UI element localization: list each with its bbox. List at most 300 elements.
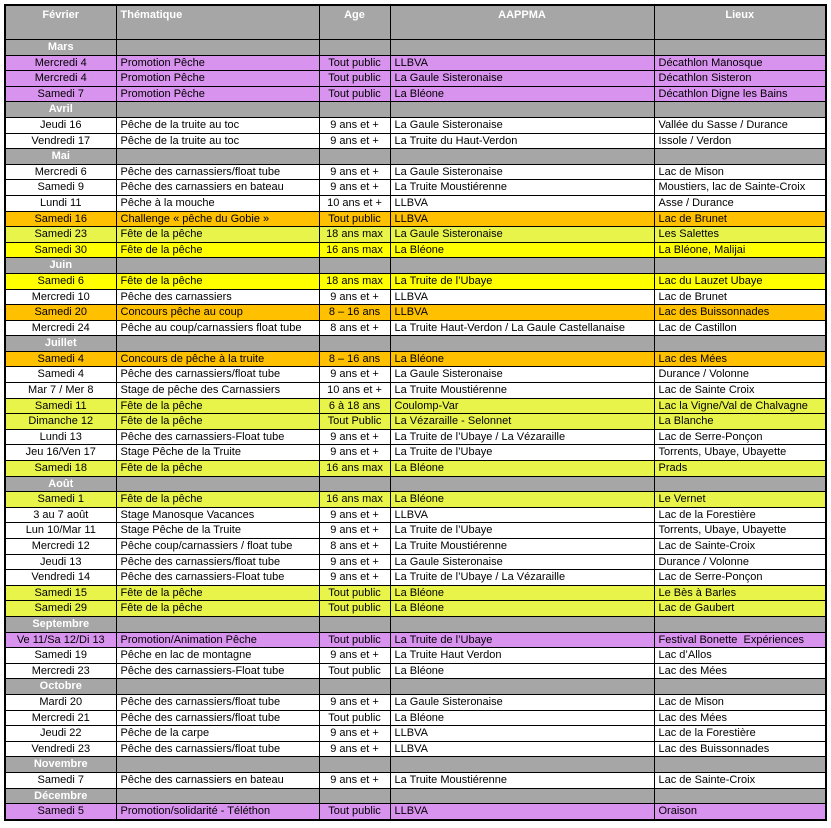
month-row <box>5 336 826 352</box>
age-cell: 9 ans et + <box>319 694 390 710</box>
month-empty-cell <box>390 258 654 274</box>
month-label: Octobre <box>5 679 116 695</box>
month-row <box>5 258 826 274</box>
aappma-cell: La Bléone <box>390 242 654 258</box>
lieu-cell: Lac des Mées <box>654 663 826 679</box>
aappma-cell: La Truite de l’Ubaye <box>390 273 654 289</box>
lieu-cell: Lac de Brunet <box>654 211 826 227</box>
date-cell: Jeudi 16 <box>5 117 116 133</box>
column-header-1: Thématique <box>116 5 319 40</box>
month-empty-cell <box>390 149 654 165</box>
aappma-cell: La Truite du Haut-Verdon <box>390 133 654 149</box>
month-label: Mai <box>5 149 116 165</box>
date-cell: Samedi 15 <box>5 585 116 601</box>
date-cell: Mercredi 23 <box>5 663 116 679</box>
aappma-cell: La Truite de l’Ubaye / La Vézaraille <box>390 570 654 586</box>
lieu-cell: Les Salettes <box>654 227 826 243</box>
date-cell: Samedi 7 <box>5 86 116 102</box>
event-row <box>5 367 826 383</box>
event-row <box>5 195 826 211</box>
age-cell: 8 ans et + <box>319 320 390 336</box>
date-cell: Jeudi 22 <box>5 726 116 742</box>
age-cell: 9 ans et + <box>319 164 390 180</box>
month-empty-cell <box>116 258 319 274</box>
month-label: Novembre <box>5 757 116 773</box>
theme-cell: Pêche des carnassiers en bateau <box>116 772 319 788</box>
month-empty-cell <box>116 40 319 56</box>
date-cell: Mercredi 6 <box>5 164 116 180</box>
month-empty-cell <box>654 757 826 773</box>
event-row <box>5 55 826 71</box>
month-empty-cell <box>654 788 826 804</box>
theme-cell: Pêche de la truite au toc <box>116 133 319 149</box>
month-label: Décembre <box>5 788 116 804</box>
aappma-cell: LLBVA <box>390 305 654 321</box>
age-cell: Tout public <box>319 804 390 820</box>
age-cell: 8 – 16 ans <box>319 305 390 321</box>
event-row <box>5 320 826 336</box>
aappma-cell: La Truite de l’Ubaye <box>390 445 654 461</box>
theme-cell: Pêche en lac de montagne <box>116 648 319 664</box>
event-row <box>5 180 826 196</box>
month-row <box>5 757 826 773</box>
lieu-cell: Décathlon Manosque <box>654 55 826 71</box>
events-schedule-sheet <box>4 4 827 821</box>
theme-cell: Fête de la pêche <box>116 273 319 289</box>
lieu-cell: Issole / Verdon <box>654 133 826 149</box>
event-row <box>5 726 826 742</box>
age-cell: 16 ans max <box>319 242 390 258</box>
date-cell: Samedi 6 <box>5 273 116 289</box>
aappma-cell: La Truite Moustiérenne <box>390 383 654 399</box>
month-empty-cell <box>654 102 826 118</box>
age-cell: 9 ans et + <box>319 445 390 461</box>
age-cell: 8 – 16 ans <box>319 351 390 367</box>
month-empty-cell <box>654 679 826 695</box>
aappma-cell: La Truite de l’Ubaye <box>390 523 654 539</box>
month-empty-cell <box>319 476 390 492</box>
aappma-cell: La Truite Moustiérenne <box>390 180 654 196</box>
aappma-cell: LLBVA <box>390 211 654 227</box>
lieu-cell: Vallée du Sasse / Durance <box>654 117 826 133</box>
theme-cell: Stage de pêche des Carnassiers <box>116 383 319 399</box>
age-cell: 9 ans et + <box>319 117 390 133</box>
event-row <box>5 71 826 87</box>
theme-cell: Pêche des carnassiers/float tube <box>116 710 319 726</box>
month-empty-cell <box>319 149 390 165</box>
theme-cell: Pêche de la truite au toc <box>116 117 319 133</box>
age-cell: 9 ans et + <box>319 367 390 383</box>
aappma-cell: La Gaule Sisteronaise <box>390 227 654 243</box>
age-cell: 9 ans et + <box>319 741 390 757</box>
theme-cell: Fête de la pêche <box>116 585 319 601</box>
date-cell: Dimanche 12 <box>5 414 116 430</box>
date-cell: Lundi 11 <box>5 195 116 211</box>
date-cell: Samedi 7 <box>5 772 116 788</box>
event-row <box>5 227 826 243</box>
theme-cell: Promotion/solidarité - Téléthon <box>116 804 319 820</box>
lieu-cell: Moustiers, lac de Sainte-Croix <box>654 180 826 196</box>
theme-cell: Stage Pêche de la Truite <box>116 445 319 461</box>
aappma-cell: La Bléone <box>390 351 654 367</box>
theme-cell: Concours pêche au coup <box>116 305 319 321</box>
aappma-cell: La Vézaraille - Selonnet <box>390 414 654 430</box>
date-cell: Samedi 18 <box>5 461 116 477</box>
lieu-cell: Lac de Gaubert <box>654 601 826 617</box>
date-cell: Vendredi 17 <box>5 133 116 149</box>
month-empty-cell <box>654 616 826 632</box>
event-row <box>5 383 826 399</box>
month-empty-cell <box>319 336 390 352</box>
lieu-cell: Lac des Buissonnades <box>654 305 826 321</box>
theme-cell: Pêche des carnassiers en bateau <box>116 180 319 196</box>
lieu-cell: Lac des Mées <box>654 351 826 367</box>
month-empty-cell <box>116 757 319 773</box>
month-empty-cell <box>319 258 390 274</box>
lieu-cell: Durance / Volonne <box>654 367 826 383</box>
aappma-cell: La Gaule Sisteronaise <box>390 71 654 87</box>
event-row <box>5 117 826 133</box>
age-cell: 9 ans et + <box>319 772 390 788</box>
month-empty-cell <box>116 336 319 352</box>
month-empty-cell <box>390 616 654 632</box>
aappma-cell: LLBVA <box>390 804 654 820</box>
age-cell: 6 à 18 ans <box>319 398 390 414</box>
month-empty-cell <box>116 679 319 695</box>
month-empty-cell <box>319 102 390 118</box>
age-cell: 10 ans et + <box>319 383 390 399</box>
lieu-cell: Lac de Mison <box>654 694 826 710</box>
lieu-cell: Lac de Sainte Croix <box>654 383 826 399</box>
event-row <box>5 601 826 617</box>
month-empty-cell <box>116 476 319 492</box>
month-row <box>5 149 826 165</box>
date-cell: Mercredi 10 <box>5 289 116 305</box>
date-cell: Vendredi 14 <box>5 570 116 586</box>
theme-cell: Pêche coup/carnassiers / float tube <box>116 539 319 555</box>
age-cell: 9 ans et + <box>319 429 390 445</box>
age-cell: Tout public <box>319 211 390 227</box>
date-cell: Samedi 29 <box>5 601 116 617</box>
month-empty-cell <box>116 149 319 165</box>
month-label: Mars <box>5 40 116 56</box>
event-row <box>5 523 826 539</box>
lieu-cell: Le Bès à Barles <box>654 585 826 601</box>
date-cell: Samedi 4 <box>5 367 116 383</box>
aappma-cell: La Truite de l’Ubaye / La Vézaraille <box>390 429 654 445</box>
age-cell: Tout public <box>319 71 390 87</box>
theme-cell: Promotion Pêche <box>116 86 319 102</box>
age-cell: 8 ans et + <box>319 539 390 555</box>
age-cell: Tout public <box>319 601 390 617</box>
date-cell: Vendredi 23 <box>5 741 116 757</box>
event-row <box>5 554 826 570</box>
date-cell: Lundi 13 <box>5 429 116 445</box>
lieu-cell: Festival Bonette Expériences <box>654 632 826 648</box>
date-cell: Mercredi 12 <box>5 539 116 555</box>
age-cell: 16 ans max <box>319 492 390 508</box>
aappma-cell: La Bléone <box>390 710 654 726</box>
theme-cell: Stage Manosque Vacances <box>116 507 319 523</box>
age-cell: 18 ans max <box>319 227 390 243</box>
age-cell: Tout public <box>319 585 390 601</box>
month-empty-cell <box>654 258 826 274</box>
event-row <box>5 351 826 367</box>
lieu-cell: Lac de Castillon <box>654 320 826 336</box>
aappma-cell: La Bléone <box>390 663 654 679</box>
age-cell: 10 ans et + <box>319 195 390 211</box>
date-cell: Mardi 20 <box>5 694 116 710</box>
theme-cell: Pêche des carnassiers/float tube <box>116 741 319 757</box>
age-cell: 9 ans et + <box>319 289 390 305</box>
month-empty-cell <box>654 40 826 56</box>
lieu-cell: Lac de Sainte-Croix <box>654 772 826 788</box>
event-row <box>5 492 826 508</box>
lieu-cell: La Bléone, Malijai <box>654 242 826 258</box>
aappma-cell: La Bléone <box>390 461 654 477</box>
theme-cell: Pêche des carnassiers/float tube <box>116 554 319 570</box>
theme-cell: Concours de pêche à la truite <box>116 351 319 367</box>
lieu-cell: Torrents, Ubaye, Ubayette <box>654 523 826 539</box>
aappma-cell: LLBVA <box>390 55 654 71</box>
theme-cell: Pêche au coup/carnassiers float tube <box>116 320 319 336</box>
date-cell: Samedi 30 <box>5 242 116 258</box>
lieu-cell: Lac du Lauzet Ubaye <box>654 273 826 289</box>
event-row <box>5 772 826 788</box>
lieu-cell: Décathlon Digne les Bains <box>654 86 826 102</box>
month-empty-cell <box>390 476 654 492</box>
month-row <box>5 679 826 695</box>
theme-cell: Pêche des carnassiers-Float tube <box>116 663 319 679</box>
date-cell: Samedi 20 <box>5 305 116 321</box>
theme-cell: Promotion/Animation Pêche <box>116 632 319 648</box>
aappma-cell: La Truite Haut Verdon <box>390 648 654 664</box>
column-header-2: Age <box>319 5 390 40</box>
aappma-cell: La Truite de l’Ubaye <box>390 632 654 648</box>
event-row <box>5 663 826 679</box>
theme-cell: Challenge « pêche du Gobie » <box>116 211 319 227</box>
aappma-cell: LLBVA <box>390 195 654 211</box>
lieu-cell: Asse / Durance <box>654 195 826 211</box>
month-label: Juillet <box>5 336 116 352</box>
age-cell: 9 ans et + <box>319 554 390 570</box>
month-empty-cell <box>654 476 826 492</box>
month-label: Août <box>5 476 116 492</box>
column-header-3: AAPPMA <box>390 5 654 40</box>
event-row <box>5 632 826 648</box>
event-row <box>5 305 826 321</box>
event-row <box>5 429 826 445</box>
lieu-cell: Lac de Serre-Ponçon <box>654 429 826 445</box>
age-cell: 9 ans et + <box>319 726 390 742</box>
aappma-cell: La Gaule Sisteronaise <box>390 117 654 133</box>
lieu-cell: Prads <box>654 461 826 477</box>
age-cell: Tout public <box>319 710 390 726</box>
age-cell: 9 ans et + <box>319 570 390 586</box>
event-row <box>5 461 826 477</box>
event-row <box>5 273 826 289</box>
date-cell: Lun 10/Mar 11 <box>5 523 116 539</box>
aappma-cell: La Gaule Sisteronaise <box>390 554 654 570</box>
lieu-cell: Lac de Brunet <box>654 289 826 305</box>
event-row <box>5 242 826 258</box>
month-row <box>5 102 826 118</box>
month-empty-cell <box>390 336 654 352</box>
theme-cell: Promotion Pêche <box>116 71 319 87</box>
theme-cell: Fête de la pêche <box>116 242 319 258</box>
event-row <box>5 585 826 601</box>
month-empty-cell <box>116 616 319 632</box>
date-cell: Ve 11/Sa 12/Di 13 <box>5 632 116 648</box>
aappma-cell: La Truite Haut-Verdon / La Gaule Castellanaise <box>390 320 654 336</box>
header-row <box>5 5 826 40</box>
event-row <box>5 398 826 414</box>
date-cell: Mercredi 4 <box>5 71 116 87</box>
month-empty-cell <box>654 336 826 352</box>
age-cell: 9 ans et + <box>319 507 390 523</box>
date-cell: Samedi 11 <box>5 398 116 414</box>
date-cell: Samedi 4 <box>5 351 116 367</box>
lieu-cell: Lac de Serre-Ponçon <box>654 570 826 586</box>
month-empty-cell <box>390 757 654 773</box>
age-cell: Tout public <box>319 86 390 102</box>
age-cell: 18 ans max <box>319 273 390 289</box>
event-row <box>5 804 826 820</box>
aappma-cell: La Bléone <box>390 585 654 601</box>
month-empty-cell <box>319 40 390 56</box>
age-cell: 9 ans et + <box>319 180 390 196</box>
month-empty-cell <box>116 788 319 804</box>
age-cell: Tout public <box>319 632 390 648</box>
month-empty-cell <box>319 788 390 804</box>
month-label: Avril <box>5 102 116 118</box>
lieu-cell: Lac de Sainte-Croix <box>654 539 826 555</box>
aappma-cell: La Truite Moustiérenne <box>390 772 654 788</box>
date-cell: Samedi 23 <box>5 227 116 243</box>
month-empty-cell <box>319 616 390 632</box>
month-row <box>5 476 826 492</box>
column-header-4: Lieux <box>654 5 826 40</box>
event-row <box>5 414 826 430</box>
lieu-cell: Lac des Mées <box>654 710 826 726</box>
aappma-cell: La Bléone <box>390 492 654 508</box>
date-cell: Jeu 16/Ven 17 <box>5 445 116 461</box>
date-cell: Mar 7 / Mer 8 <box>5 383 116 399</box>
month-empty-cell <box>319 679 390 695</box>
lieu-cell: Torrents, Ubaye, Ubayette <box>654 445 826 461</box>
date-cell: Samedi 9 <box>5 180 116 196</box>
date-cell: 3 au 7 août <box>5 507 116 523</box>
aappma-cell: La Bléone <box>390 86 654 102</box>
event-row <box>5 710 826 726</box>
event-row <box>5 694 826 710</box>
date-cell: Jeudi 13 <box>5 554 116 570</box>
event-row <box>5 86 826 102</box>
lieu-cell: La Blanche <box>654 414 826 430</box>
lieu-cell: Lac des Buissonnades <box>654 741 826 757</box>
theme-cell: Pêche des carnassiers <box>116 289 319 305</box>
event-row <box>5 539 826 555</box>
date-cell: Samedi 19 <box>5 648 116 664</box>
event-row <box>5 133 826 149</box>
age-cell: 9 ans et + <box>319 523 390 539</box>
aappma-cell: LLBVA <box>390 289 654 305</box>
aappma-cell: La Bléone <box>390 601 654 617</box>
theme-cell: Pêche de la carpe <box>116 726 319 742</box>
theme-cell: Pêche des carnassiers-Float tube <box>116 429 319 445</box>
date-cell: Samedi 1 <box>5 492 116 508</box>
theme-cell: Fête de la pêche <box>116 414 319 430</box>
aappma-cell: La Gaule Sisteronaise <box>390 367 654 383</box>
lieu-cell: Le Vernet <box>654 492 826 508</box>
theme-cell: Fête de la pêche <box>116 227 319 243</box>
event-row <box>5 648 826 664</box>
month-empty-cell <box>654 149 826 165</box>
theme-cell: Fête de la pêche <box>116 492 319 508</box>
table-body <box>5 40 826 820</box>
theme-cell: Pêche des carnassiers-Float tube <box>116 570 319 586</box>
month-empty-cell <box>319 757 390 773</box>
event-row <box>5 164 826 180</box>
age-cell: Tout public <box>319 55 390 71</box>
month-row <box>5 40 826 56</box>
age-cell: Tout Public <box>319 414 390 430</box>
date-cell: Samedi 5 <box>5 804 116 820</box>
aappma-cell: La Gaule Sisteronaise <box>390 694 654 710</box>
event-row <box>5 741 826 757</box>
month-row <box>5 616 826 632</box>
month-label: Septembre <box>5 616 116 632</box>
month-empty-cell <box>390 679 654 695</box>
date-cell: Samedi 16 <box>5 211 116 227</box>
month-empty-cell <box>116 102 319 118</box>
event-row <box>5 289 826 305</box>
aappma-cell: LLBVA <box>390 741 654 757</box>
theme-cell: Fête de la pêche <box>116 461 319 477</box>
event-row <box>5 211 826 227</box>
aappma-cell: Coulomp-Var <box>390 398 654 414</box>
lieu-cell: Lac la Vigne/Val de Chalvagne <box>654 398 826 414</box>
date-cell: Mercredi 24 <box>5 320 116 336</box>
theme-cell: Pêche des carnassiers/float tube <box>116 367 319 383</box>
lieu-cell: Décathlon Sisteron <box>654 71 826 87</box>
theme-cell: Fête de la pêche <box>116 398 319 414</box>
age-cell: Tout public <box>319 663 390 679</box>
event-row <box>5 570 826 586</box>
theme-cell: Stage Pêche de la Truite <box>116 523 319 539</box>
lieu-cell: Lac d’Allos <box>654 648 826 664</box>
event-row <box>5 507 826 523</box>
month-empty-cell <box>390 40 654 56</box>
month-label: Juin <box>5 258 116 274</box>
column-header-0: Février <box>5 5 116 40</box>
month-empty-cell <box>390 102 654 118</box>
lieu-cell: Lac de Mison <box>654 164 826 180</box>
theme-cell: Promotion Pêche <box>116 55 319 71</box>
age-cell: 16 ans max <box>319 461 390 477</box>
month-row <box>5 788 826 804</box>
theme-cell: Fête de la pêche <box>116 601 319 617</box>
age-cell: 9 ans et + <box>319 133 390 149</box>
theme-cell: Pêche des carnassiers/float tube <box>116 694 319 710</box>
lieu-cell: Lac de la Forestière <box>654 507 826 523</box>
date-cell: Mercredi 4 <box>5 55 116 71</box>
date-cell: Mercredi 21 <box>5 710 116 726</box>
lieu-cell: Oraison <box>654 804 826 820</box>
theme-cell: Pêche à la mouche <box>116 195 319 211</box>
aappma-cell: La Truite Moustiérenne <box>390 539 654 555</box>
event-row <box>5 445 826 461</box>
